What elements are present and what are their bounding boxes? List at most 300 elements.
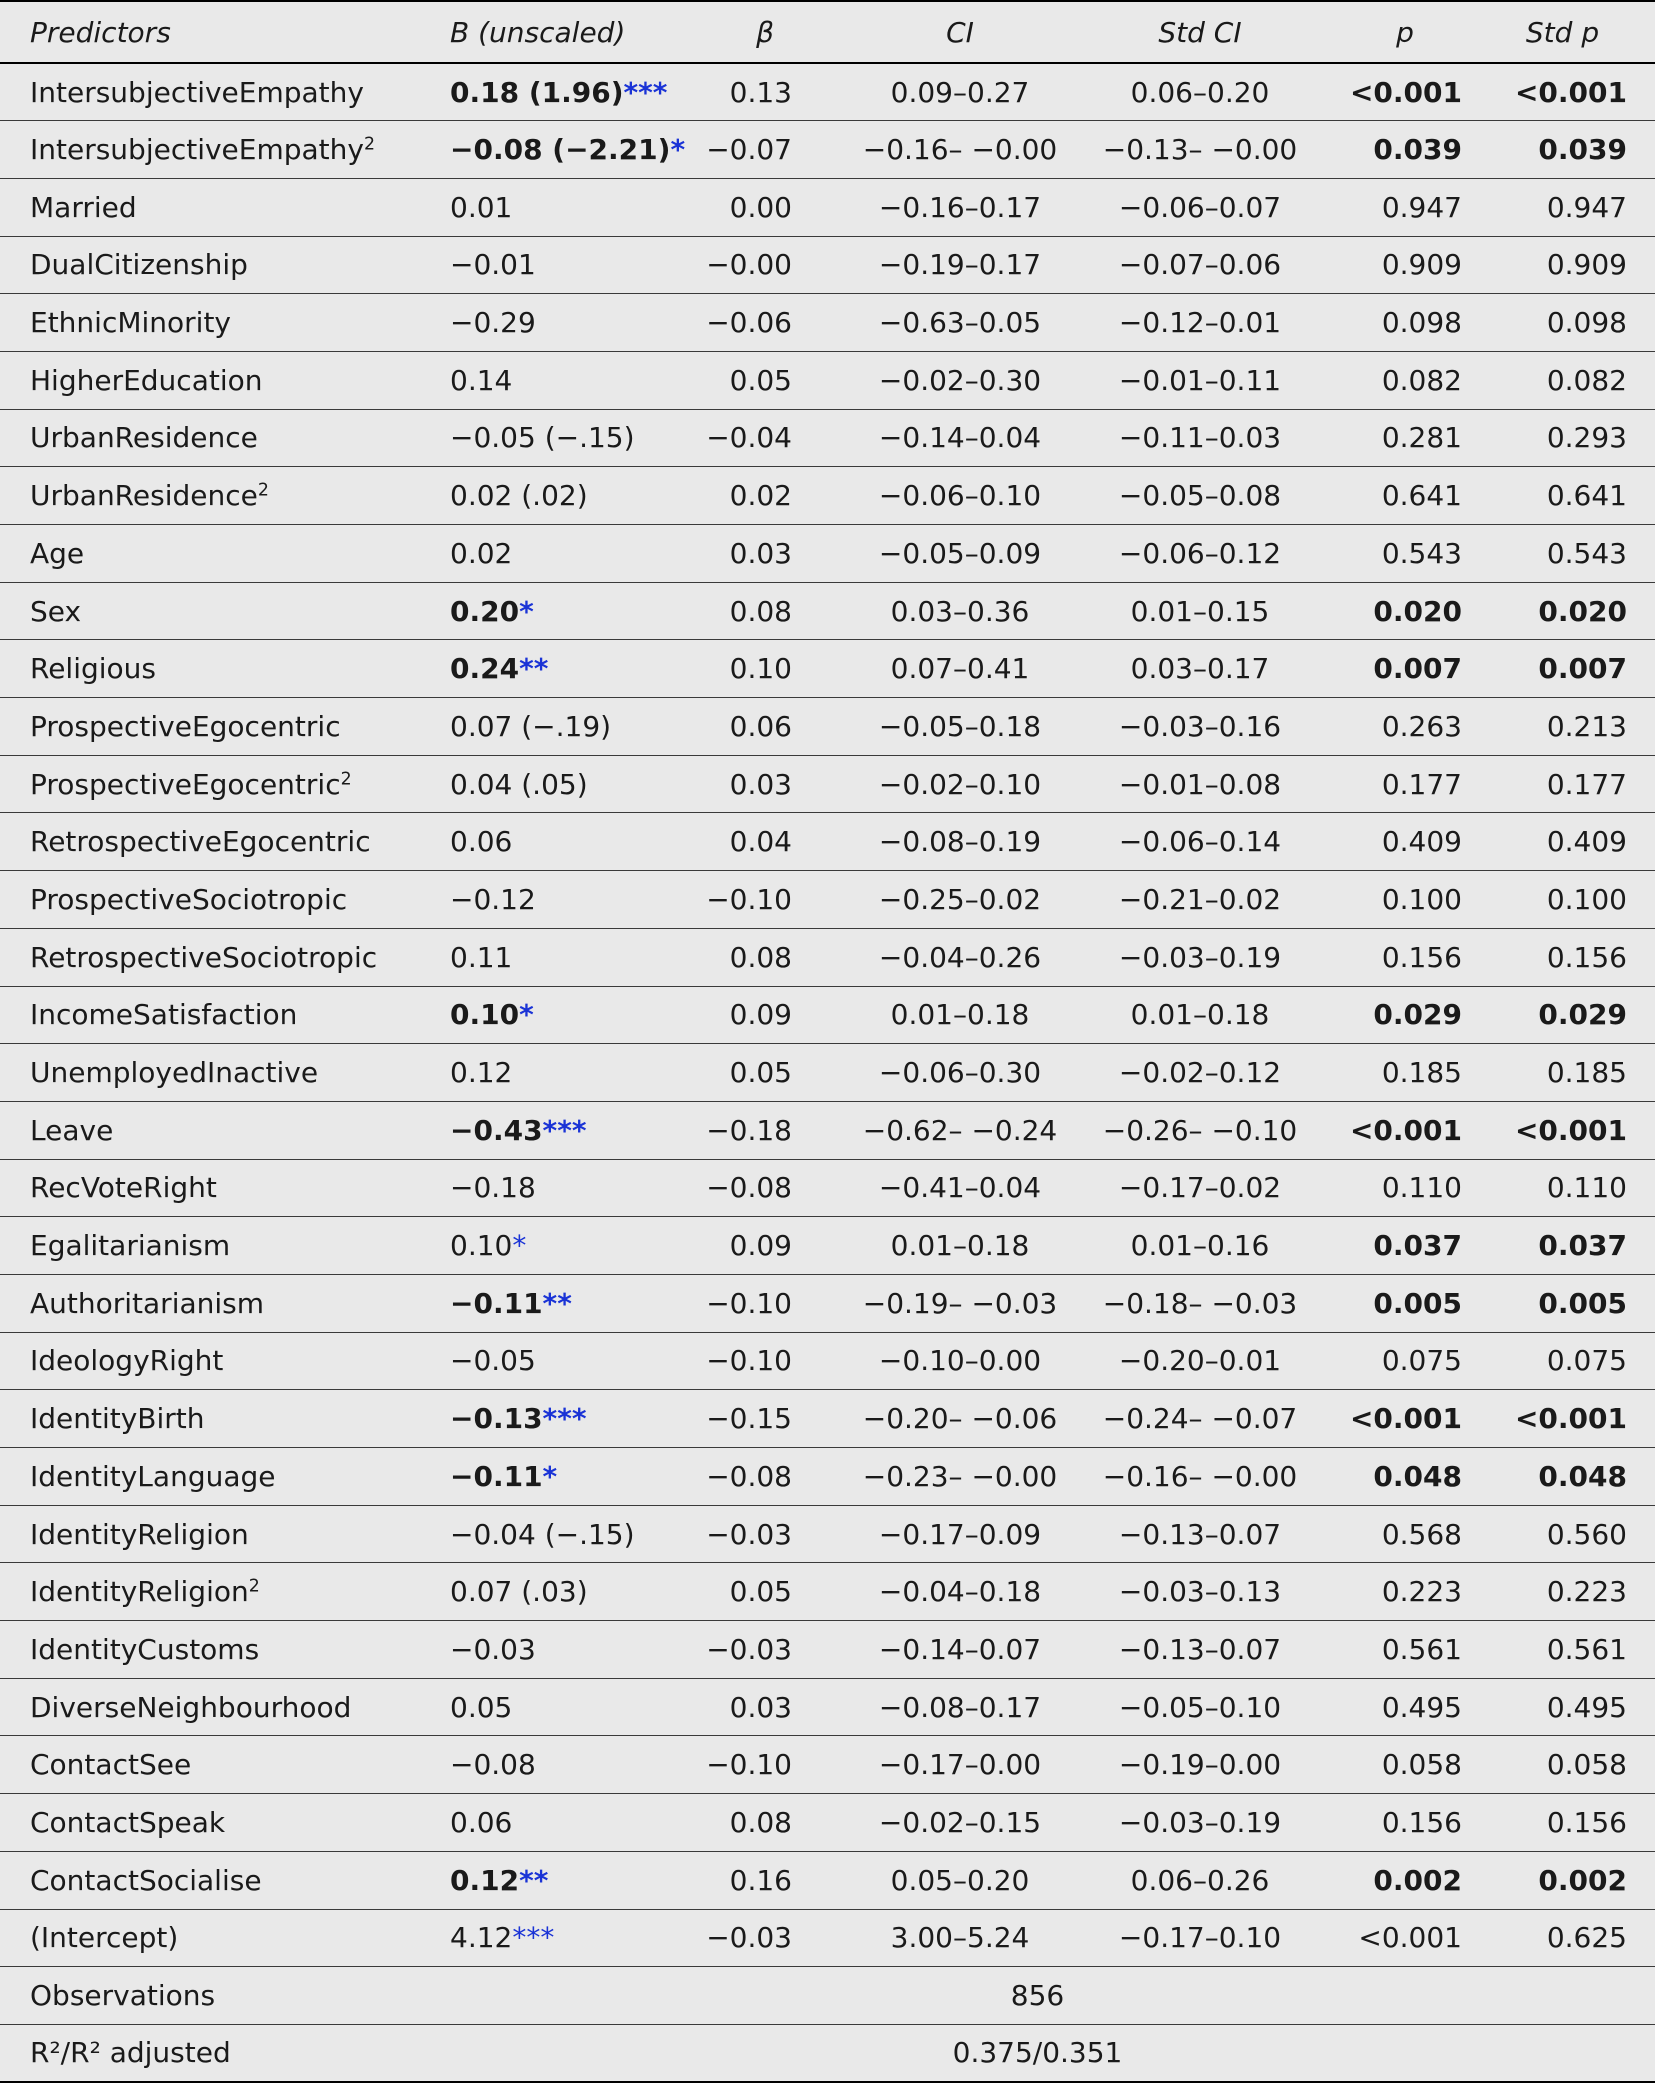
std-p-cell: 0.625	[1546, 1921, 1627, 1955]
ci-cell: −0.02–0.10	[878, 767, 1042, 801]
std-p-cell: 0.213	[1546, 709, 1627, 743]
p-cell: 0.002	[1373, 1863, 1462, 1897]
std-ci-cell: −0.20–0.01	[1118, 1344, 1282, 1378]
table-row	[0, 467, 1655, 525]
table-row	[0, 1390, 1655, 1448]
std-p-cell: 0.082	[1546, 363, 1627, 397]
b-value: −0.29	[450, 306, 536, 340]
p-cell: 0.005	[1373, 1286, 1462, 1320]
significance-stars: **	[542, 1286, 572, 1320]
std-p-cell: 0.020	[1538, 594, 1627, 628]
beta-cell: −0.10	[706, 1286, 792, 1320]
predictor-superscript: 2	[363, 134, 376, 155]
ci-cell: −0.19–0.17	[878, 248, 1042, 282]
b-cell	[420, 178, 690, 236]
table-row	[0, 294, 1655, 352]
p-cell: 0.156	[1381, 940, 1462, 974]
std-p-cell: 0.947	[1546, 190, 1627, 224]
b-value: −0.01	[450, 248, 536, 282]
predictor-cell	[0, 178, 420, 236]
std-ci-cell: −0.16– −0.00	[1102, 1459, 1298, 1493]
beta-cell: 0.05	[729, 1575, 792, 1609]
p-cell: 0.409	[1381, 825, 1462, 859]
beta-cell: −0.04	[706, 421, 792, 455]
predictor-cell	[0, 236, 420, 294]
predictor-cell	[0, 698, 420, 756]
ci-cell: −0.06–0.10	[878, 479, 1042, 513]
b-cell	[420, 236, 690, 294]
beta-cell: 0.05	[729, 363, 792, 397]
predictor-name: RecVoteRight	[30, 1171, 217, 1205]
predictor-superscript: 2	[257, 480, 269, 501]
predictor-name: IntersubjectiveEmpathy	[30, 75, 364, 109]
b-cell	[420, 1274, 690, 1332]
p-cell: 0.058	[1381, 1748, 1462, 1782]
b-value: 0.02	[450, 536, 513, 570]
table-row	[0, 1563, 1655, 1621]
p-cell: 0.281	[1381, 421, 1462, 455]
predictor-cell	[0, 582, 420, 640]
beta-cell: 0.04	[729, 825, 792, 859]
b-value: −0.08	[450, 1748, 536, 1782]
predictor-name: IncomeSatisfaction	[30, 998, 298, 1032]
beta-cell: −0.10	[706, 1344, 792, 1378]
std-ci-cell: −0.17–0.02	[1118, 1171, 1282, 1205]
b-cell	[420, 1621, 690, 1679]
ci-cell: −0.04–0.26	[878, 940, 1042, 974]
std-ci-cell: −0.06–0.14	[1118, 825, 1282, 859]
b-cell	[420, 1909, 690, 1967]
table-row	[0, 236, 1655, 294]
table-row	[0, 871, 1655, 929]
ci-cell: −0.05–0.09	[878, 536, 1042, 570]
p-cell: 0.039	[1373, 133, 1462, 167]
beta-cell: 0.08	[729, 594, 792, 628]
std-ci-cell: −0.01–0.11	[1118, 363, 1282, 397]
predictor-cell	[0, 813, 420, 871]
p-cell: 0.185	[1381, 1056, 1462, 1090]
predictor-cell	[0, 525, 420, 583]
table-row	[0, 1217, 1655, 1275]
table-row	[0, 121, 1655, 179]
p-cell: 0.007	[1373, 652, 1462, 686]
std-ci-cell: −0.05–0.08	[1118, 479, 1282, 513]
footer-label: R²/R² adjusted	[30, 2036, 231, 2070]
predictor-name: Sex	[30, 594, 82, 628]
b-cell	[420, 1332, 690, 1390]
predictor-name: IdentityReligion	[30, 1575, 249, 1609]
std-p-cell: 0.039	[1538, 133, 1627, 167]
predictor-name: IdentityBirth	[30, 1402, 205, 1436]
beta-cell: 0.03	[729, 536, 792, 570]
table-row	[0, 1044, 1655, 1102]
predictor-cell	[0, 1274, 420, 1332]
predictor-name: IdentityReligion	[30, 1517, 249, 1551]
predictor-cell	[0, 1851, 420, 1909]
std-p-cell: 0.177	[1546, 767, 1627, 801]
predictor-cell	[0, 294, 420, 352]
std-ci-cell: −0.12–0.01	[1118, 306, 1282, 340]
p-cell: 0.100	[1381, 882, 1462, 916]
significance-stars: ***	[512, 1921, 555, 1955]
b-value: −0.18	[450, 1171, 536, 1205]
b-value: −0.03	[450, 1632, 536, 1666]
ci-cell: −0.23– −0.00	[862, 1459, 1058, 1493]
footer-value: 856	[1010, 1979, 1065, 2013]
b-cell	[420, 871, 690, 929]
std-p-cell: 0.156	[1546, 940, 1627, 974]
std-p-cell: <0.001	[1514, 1113, 1627, 1147]
predictor-name: (Intercept)	[30, 1921, 179, 1955]
b-cell	[420, 294, 690, 352]
ci-cell: −0.19– −0.03	[862, 1286, 1058, 1320]
header-predictors: Predictors	[30, 15, 171, 49]
predictor-name: UrbanResidence	[30, 421, 258, 455]
b-cell	[420, 582, 690, 640]
b-cell	[420, 1794, 690, 1852]
significance-stars: *	[542, 1459, 558, 1493]
table-row	[0, 1159, 1655, 1217]
beta-cell: −0.07	[706, 133, 792, 167]
b-value: −0.05 (−.15)	[450, 421, 635, 455]
std-ci-cell: −0.02–0.12	[1118, 1056, 1282, 1090]
predictor-cell	[0, 1332, 420, 1390]
b-value: 4.12	[450, 1921, 513, 1955]
b-cell	[420, 351, 690, 409]
predictor-cell	[0, 1621, 420, 1679]
table-row	[0, 351, 1655, 409]
table-row	[0, 1794, 1655, 1852]
ci-cell: −0.63–0.05	[878, 306, 1042, 340]
b-value: 0.12	[450, 1863, 520, 1897]
table-row	[0, 178, 1655, 236]
std-ci-cell: −0.21–0.02	[1118, 882, 1282, 916]
b-value: 0.24	[450, 652, 520, 686]
std-p-cell: 0.098	[1546, 306, 1627, 340]
b-cell	[420, 986, 690, 1044]
std-p-cell: 0.293	[1546, 421, 1627, 455]
b-cell	[420, 409, 690, 467]
b-cell	[420, 1390, 690, 1448]
predictor-name: Leave	[30, 1113, 114, 1147]
p-cell: 0.568	[1381, 1517, 1462, 1551]
b-value: 0.10	[450, 998, 520, 1032]
std-p-cell: <0.001	[1514, 1402, 1627, 1436]
p-cell: 0.048	[1373, 1459, 1462, 1493]
predictor-cell	[0, 1505, 420, 1563]
std-p-cell: 0.029	[1538, 998, 1627, 1032]
table-row	[0, 813, 1655, 871]
ci-cell: −0.08–0.19	[878, 825, 1042, 859]
std-ci-cell: 0.01–0.16	[1130, 1229, 1270, 1263]
ci-cell: −0.06–0.30	[878, 1056, 1042, 1090]
b-value: −0.05	[450, 1344, 536, 1378]
ci-cell: 0.09–0.27	[890, 75, 1030, 109]
p-cell: 0.561	[1381, 1632, 1462, 1666]
header-beta: β	[756, 15, 774, 49]
p-cell: 0.029	[1373, 998, 1462, 1032]
p-cell: 0.075	[1381, 1344, 1462, 1378]
b-cell	[420, 1044, 690, 1102]
std-ci-cell: −0.03–0.19	[1118, 1805, 1282, 1839]
b-value: 0.05	[450, 1690, 513, 1724]
b-cell	[420, 1448, 690, 1506]
predictor-cell	[0, 755, 420, 813]
std-p-cell: 0.185	[1546, 1056, 1627, 1090]
predictor-name: RetrospectiveSociotropic	[30, 940, 378, 974]
std-p-cell: 0.909	[1546, 248, 1627, 282]
table-row	[0, 1678, 1655, 1736]
std-ci-cell: −0.24– −0.07	[1102, 1402, 1298, 1436]
predictor-cell	[0, 1217, 420, 1275]
std-ci-cell: −0.06–0.12	[1118, 536, 1282, 570]
beta-cell: 0.10	[729, 652, 792, 686]
b-cell	[420, 1563, 690, 1621]
p-cell: 0.641	[1381, 479, 1462, 513]
std-ci-cell: −0.05–0.10	[1118, 1690, 1282, 1724]
std-p-cell: 0.048	[1538, 1459, 1627, 1493]
predictor-superscript: 2	[248, 1576, 260, 1597]
b-cell	[420, 121, 690, 179]
ci-cell: −0.08–0.17	[878, 1690, 1042, 1724]
table-body	[0, 63, 1655, 1967]
beta-cell: 0.09	[729, 998, 792, 1032]
p-cell: 0.098	[1381, 306, 1462, 340]
ci-cell: −0.02–0.15	[878, 1805, 1042, 1839]
header-p: p	[1396, 15, 1414, 49]
b-cell	[420, 1851, 690, 1909]
ci-cell: −0.41–0.04	[878, 1171, 1042, 1205]
significance-stars: **	[519, 652, 549, 686]
ci-cell: 0.07–0.41	[890, 652, 1030, 686]
predictor-name: ContactSpeak	[30, 1805, 226, 1839]
std-p-cell: 0.005	[1538, 1286, 1627, 1320]
predictor-cell	[0, 351, 420, 409]
predictor-superscript: 2	[340, 769, 352, 790]
footer-row	[0, 2024, 1655, 2082]
std-ci-cell: −0.11–0.03	[1118, 421, 1282, 455]
significance-stars: ***	[623, 75, 668, 109]
significance-stars: **	[519, 1863, 549, 1897]
predictor-cell	[0, 1794, 420, 1852]
p-cell: <0.001	[1349, 1402, 1462, 1436]
predictor-name: UnemployedInactive	[30, 1056, 319, 1090]
header-b-unscaled: B (unscaled)	[450, 15, 626, 49]
beta-cell: −0.08	[706, 1459, 792, 1493]
p-cell: 0.223	[1381, 1575, 1462, 1609]
header-std-ci: Std CI	[1158, 15, 1242, 49]
b-cell	[420, 525, 690, 583]
table-row	[0, 640, 1655, 698]
p-cell: 0.543	[1381, 536, 1462, 570]
ci-cell: 0.03–0.36	[890, 594, 1030, 628]
p-cell: 0.177	[1381, 767, 1462, 801]
predictor-cell	[0, 409, 420, 467]
predictor-name: ProspectiveEgocentric	[30, 709, 341, 743]
b-value: 0.07 (−.19)	[450, 709, 612, 743]
predictor-name: ContactSee	[30, 1748, 192, 1782]
predictor-cell	[0, 871, 420, 929]
b-value: −0.11	[450, 1459, 543, 1493]
b-value: 0.01	[450, 190, 513, 224]
ci-cell: −0.14–0.07	[878, 1632, 1042, 1666]
predictor-cell	[0, 121, 420, 179]
b-cell	[420, 1101, 690, 1159]
beta-cell: 0.00	[729, 190, 792, 224]
b-cell	[420, 63, 690, 121]
beta-cell: 0.02	[729, 479, 792, 513]
p-cell: 0.156	[1381, 1805, 1462, 1839]
predictor-name: Age	[30, 536, 85, 570]
table-row	[0, 525, 1655, 583]
predictor-cell	[0, 467, 420, 525]
ci-cell: −0.20– −0.06	[862, 1402, 1058, 1436]
table-row	[0, 698, 1655, 756]
ci-cell: −0.10–0.00	[878, 1344, 1042, 1378]
table-row	[0, 1274, 1655, 1332]
table-row	[0, 582, 1655, 640]
predictor-cell	[0, 1448, 420, 1506]
predictor-cell	[0, 986, 420, 1044]
table-row	[0, 1101, 1655, 1159]
beta-cell: −0.08	[706, 1171, 792, 1205]
ci-cell: −0.05–0.18	[878, 709, 1042, 743]
significance-stars: ***	[542, 1113, 587, 1147]
footer-value: 0.375/0.351	[952, 2036, 1123, 2070]
ci-cell: −0.02–0.30	[878, 363, 1042, 397]
b-value: 0.12	[450, 1056, 513, 1090]
b-cell	[420, 1736, 690, 1794]
p-cell: 0.110	[1381, 1171, 1462, 1205]
predictor-cell	[0, 1390, 420, 1448]
std-ci-cell: −0.13–0.07	[1118, 1632, 1282, 1666]
b-value: 0.11	[450, 940, 513, 974]
predictor-cell	[0, 1563, 420, 1621]
beta-cell: −0.06	[706, 306, 792, 340]
significance-stars: *	[519, 594, 534, 628]
std-ci-cell: −0.03–0.13	[1118, 1575, 1282, 1609]
ci-cell: −0.25–0.02	[878, 882, 1042, 916]
std-ci-cell: −0.26– −0.10	[1102, 1113, 1298, 1147]
std-p-cell: 0.560	[1546, 1517, 1627, 1551]
std-ci-cell: −0.07–0.06	[1118, 248, 1282, 282]
p-cell: 0.263	[1381, 709, 1462, 743]
ci-cell: 0.05–0.20	[890, 1863, 1030, 1897]
std-ci-cell: −0.06–0.07	[1118, 190, 1282, 224]
std-p-cell: 0.007	[1538, 652, 1627, 686]
table-row	[0, 1736, 1655, 1794]
b-value: −0.04 (−.15)	[450, 1517, 635, 1551]
predictor-cell	[0, 928, 420, 986]
beta-cell: −0.03	[706, 1632, 792, 1666]
ci-cell: 0.01–0.18	[890, 998, 1030, 1032]
b-cell	[420, 1505, 690, 1563]
ci-cell: −0.04–0.18	[878, 1575, 1042, 1609]
std-ci-cell: 0.01–0.15	[1130, 594, 1270, 628]
predictor-cell	[0, 640, 420, 698]
std-p-cell: 0.100	[1546, 882, 1627, 916]
table-row	[0, 1505, 1655, 1563]
table-row	[0, 755, 1655, 813]
std-ci-cell: −0.17–0.10	[1118, 1921, 1282, 1955]
beta-cell: 0.03	[729, 767, 792, 801]
std-p-cell: 0.409	[1546, 825, 1627, 859]
beta-cell: 0.03	[729, 1690, 792, 1724]
b-value: −0.08 (−2.21)	[450, 133, 671, 167]
predictor-name: IdeologyRight	[30, 1344, 224, 1378]
b-value: 0.14	[450, 363, 513, 397]
b-value: 0.20	[450, 594, 520, 628]
predictor-name: IntersubjectiveEmpathy	[30, 133, 364, 167]
table-row	[0, 986, 1655, 1044]
predictor-cell	[0, 1101, 420, 1159]
predictor-name: RetrospectiveEgocentric	[30, 825, 371, 859]
predictor-name: DualCitizenship	[30, 248, 248, 282]
std-p-cell: 0.156	[1546, 1805, 1627, 1839]
p-cell: 0.082	[1381, 363, 1462, 397]
p-cell: <0.001	[1358, 1921, 1462, 1955]
std-ci-cell: −0.03–0.16	[1118, 709, 1282, 743]
ci-cell: 0.01–0.18	[890, 1229, 1030, 1263]
predictor-name: Religious	[30, 652, 156, 686]
b-value: −0.13	[450, 1402, 543, 1436]
b-cell	[420, 467, 690, 525]
beta-cell: 0.06	[729, 709, 792, 743]
table-row	[0, 1332, 1655, 1390]
beta-cell: −0.15	[706, 1402, 792, 1436]
table-row	[0, 1851, 1655, 1909]
beta-cell: 0.13	[729, 75, 792, 109]
b-cell	[420, 755, 690, 813]
beta-cell: 0.08	[729, 940, 792, 974]
std-ci-cell: −0.03–0.19	[1118, 940, 1282, 974]
predictor-name: ProspectiveSociotropic	[30, 882, 348, 916]
std-p-cell: 0.223	[1546, 1575, 1627, 1609]
beta-cell: −0.03	[706, 1921, 792, 1955]
b-value: 0.06	[450, 1805, 513, 1839]
predictor-cell	[0, 1736, 420, 1794]
std-p-cell: 0.110	[1546, 1171, 1627, 1205]
ci-cell: −0.17–0.00	[878, 1748, 1042, 1782]
b-cell	[420, 698, 690, 756]
header-std-p: Std p	[1525, 15, 1600, 49]
p-cell: 0.947	[1381, 190, 1462, 224]
header-ci: CI	[946, 15, 974, 49]
ci-cell: 3.00–5.24	[890, 1921, 1030, 1955]
p-cell: <0.001	[1349, 1113, 1462, 1147]
b-cell	[420, 1678, 690, 1736]
significance-stars: ***	[542, 1402, 587, 1436]
b-cell	[420, 640, 690, 698]
beta-cell: −0.10	[706, 1748, 792, 1782]
beta-cell: 0.05	[729, 1056, 792, 1090]
table-row	[0, 1909, 1655, 1967]
significance-stars: *	[670, 133, 686, 167]
std-p-cell: 0.561	[1546, 1632, 1627, 1666]
predictor-cell	[0, 1044, 420, 1102]
b-cell	[420, 1217, 690, 1275]
std-ci-cell: −0.01–0.08	[1118, 767, 1282, 801]
table-footer	[0, 1967, 1655, 2082]
predictor-name: Married	[30, 190, 137, 224]
ci-cell: −0.16– −0.00	[862, 133, 1058, 167]
predictor-name: HigherEducation	[30, 363, 263, 397]
predictor-cell	[0, 63, 420, 121]
p-cell: 0.495	[1381, 1690, 1462, 1724]
predictor-name: Authoritarianism	[30, 1286, 265, 1320]
significance-stars: *	[512, 1229, 527, 1263]
b-value: −0.43	[450, 1113, 543, 1147]
